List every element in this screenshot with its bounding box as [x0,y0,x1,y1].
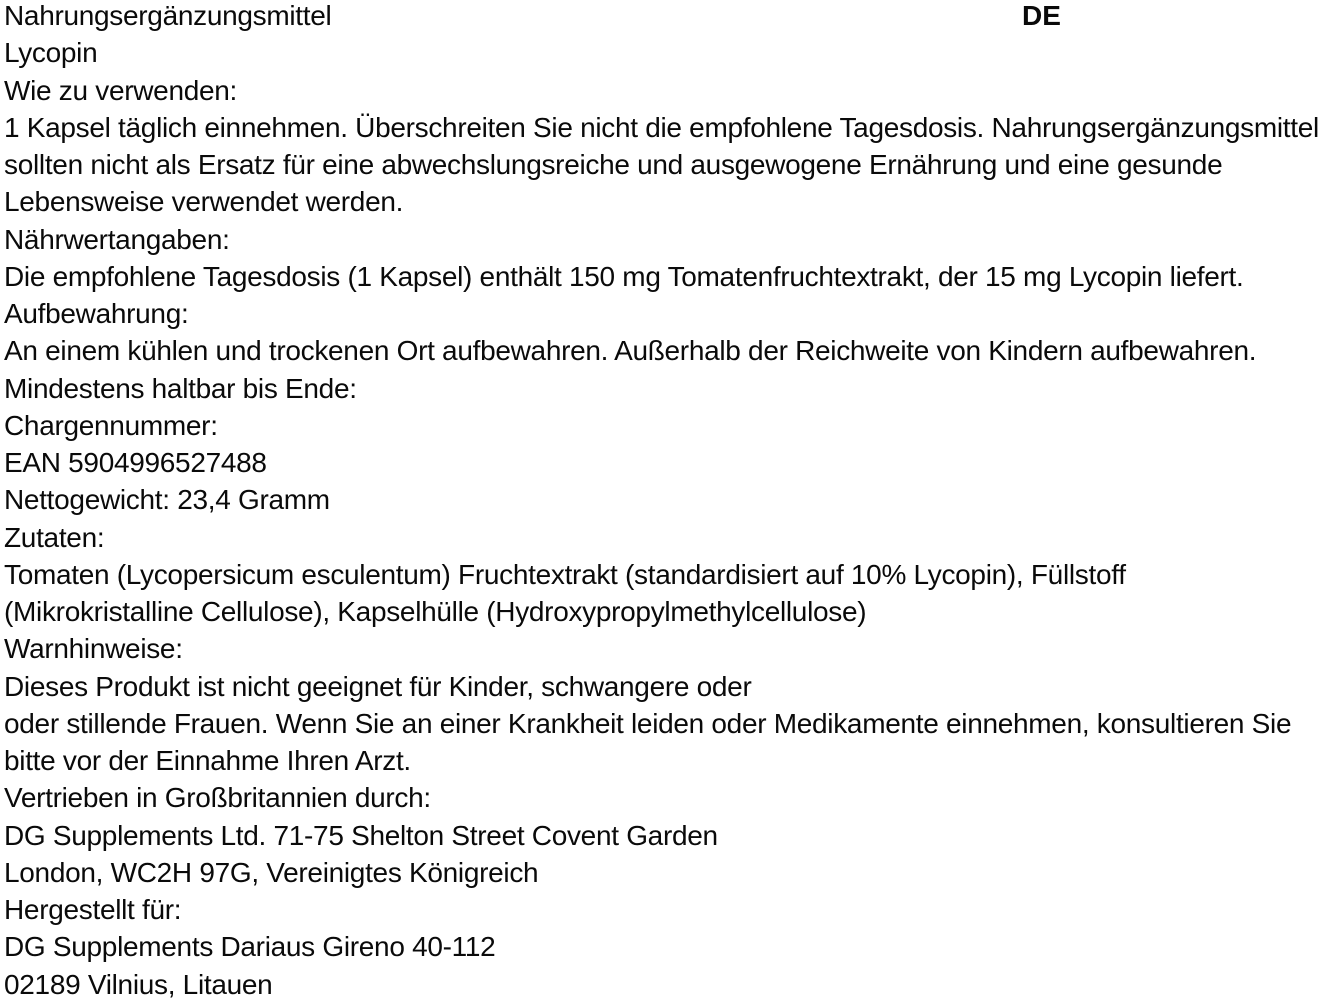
product-name-line: Lycopin [4,37,98,69]
distributor-address-line-2: London, WC2H 97G, Vereinigtes Königreich [4,856,539,888]
product-category-text: Nahrungsergänzungsmittel [4,0,332,31]
usage-text-line-1: 1 Kapsel täglich einnehmen. Überschreiten Sie nicht die empfohlene Tagesdosis. Nahrungsergänzungsmittel [4,111,1319,143]
usage-text-line-3: Lebensweise verwendet werden. [4,186,404,218]
storage-heading: Aufbewahrung: [4,298,189,329]
ingredients-heading: Zutaten: [4,521,105,553]
language-badge: DE [1022,0,1061,31]
manufacturer-address-line-2: 02189 Vilnius, Litauen [4,968,273,1000]
warnings-text-line-1: Dieses Produkt ist nicht geeignet für Kinder, schwangere oder [4,670,752,702]
warnings-text-line-2: oder stillende Frauen. Wenn Sie an einer Krankheit leiden oder Medikamente einnehmen, konsultieren Sie [4,707,1292,739]
manufacturer-address-line-1: DG Supplements Dariaus Gireno 40-112 [4,931,496,963]
distributor-heading: Vertrieben in Großbritannien durch: [4,782,431,814]
best-before-line: Mindestens haltbar bis Ende: [4,372,357,404]
batch-number-line: Chargennummer: [4,409,218,441]
ingredients-text-line-2: (Mikrokristalline Cellulose), Kapselhülle (Hydroxypropylmethylcellulose) [4,596,867,627]
nutrition-heading: Nährwertangaben: [4,223,230,255]
warnings-heading: Warnhinweise: [4,633,183,665]
usage-heading: Wie zu verwenden: [4,74,238,106]
ean-line: EAN 5904996527488 [4,447,267,478]
distributor-address-line-1: DG Supplements Ltd. 71-75 Shelton Street Covent Garden [4,819,718,851]
ingredients-text-line-1: Tomaten (Lycopersicum esculentum) Fruchtextrakt (standardisiert auf 10% Lycopin), Füllstoff [4,558,1126,590]
usage-text-line-2: sollten nicht als Ersatz für eine abwechslungsreiche und ausgewogene Ernährung und eine gesunde [4,149,1223,180]
net-weight-line: Nettogewicht: 23,4 Gramm [4,484,330,516]
product-category-line [4,0,1340,34]
nutrition-text-line: Die empfohlene Tagesdosis (1 Kapsel) enthält 150 mg Tomatenfruchtextrakt, der 15 mg Lycopin liefert. [4,260,1244,292]
warnings-text-line-3: bitte vor der Einnahme Ihren Arzt. [4,745,411,776]
storage-text-line: An einem kühlen und trockenen Ort aufbewahren. Außerhalb der Reichweite von Kindern aufbewahren. [4,335,1257,367]
manufacturer-heading: Hergestellt für: [4,894,182,925]
